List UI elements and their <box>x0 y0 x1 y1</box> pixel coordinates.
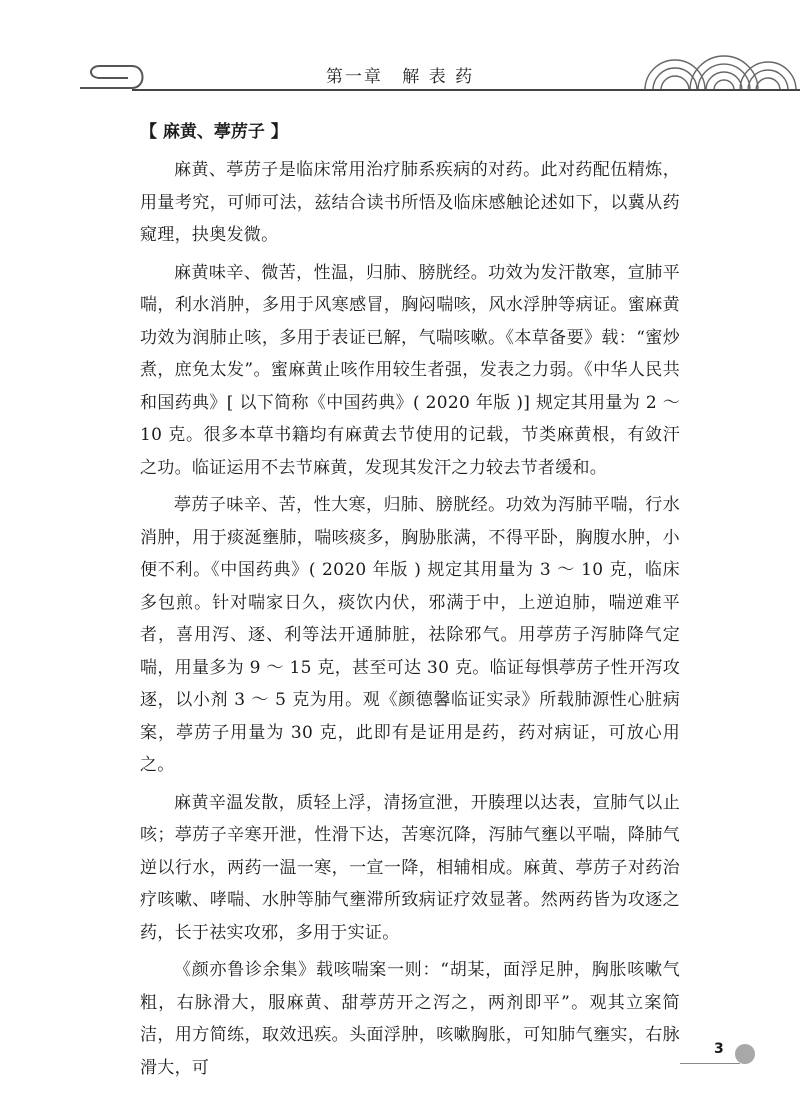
running-head <box>0 62 800 87</box>
page-header <box>0 0 800 110</box>
paragraph: 麻黄辛温发散，质轻上浮，清扬宣泄，开腠理以达表，宣肺气以止咳；葶苈子辛寒开泄，性滑下达，苦寒沉降，泻肺气壅以平喘，降肺气逆以行水，两药一温一寒，一宣一降，相辅相成。麻黄、葶苈子对药治疗咳嗽、哮喘、水肿等肺气壅滞所致病证疗效显著。然两药皆为攻逐之药，长于祛实攻邪，多用于实证。 <box>140 792 680 943</box>
page-body <box>140 118 680 1089</box>
page-number: 3 <box>714 1041 724 1057</box>
paragraph: 《颜亦鲁诊余集》载咳喘案一则：“胡某，面浮足肿，胸胀咳嗽气粗，右脉滑大，服麻黄、甜葶苈开之泻之，两剂即平”。观其立案简洁，用方简练，取效迅疾。头面浮肿，咳嗽胸胀，可知肺气壅实，右脉滑大，可 <box>140 960 680 1078</box>
section-heading: 【 麻黄、葶苈子 】 <box>140 122 288 142</box>
paragraph: 麻黄、葶苈子是临床常用治疗肺系疾病的对药。此对药配伍精炼，用量考究，可师可法，兹结合读书所悟及临床感触论述如下，以冀从药窥理，抉奥发微。 <box>140 160 680 245</box>
footer-rule <box>680 1063 740 1064</box>
chapter-label: 第一章 <box>325 67 383 87</box>
header-rule <box>132 89 800 91</box>
chapter-title: 解 表 药 <box>402 67 475 87</box>
page-marker-dot <box>735 1044 755 1064</box>
paragraph: 葶苈子味辛、苦，性大寒，归肺、膀胱经。功效为泻肺平喘，行水消肿，用于痰涎壅肺，喘咳痰多，胸胁胀满，不得平卧，胸腹水肿，小便不利。《中国药典》( 2020 年版 ) 规定其用量为 3 ～ 10 克，临床多包煎。针对喘家日久，痰饮内伏，邪满于中，上逆迫肺，喘逆难平者，喜用泻、逐、利等法开通肺脏，祛除邪气。用葶苈子泻肺降气定喘，用量多为 9 ～ 15 克，甚至可达 30 克。临证每惧葶苈子性开泻攻逐，以小剂 3 ～ 5 克为用。观《颜德馨临证实录》所载肺源性心脏病案，葶苈子用量为 30 克，此即有是证用是药，药对病证，可放心用之。 <box>140 495 680 775</box>
paragraph: 麻黄味辛、微苦，性温，归肺、膀胱经。功效为发汗散寒，宣肺平喘，利水消肿，多用于风寒感冒，胸闷喘咳，风水浮肿等病证。蜜麻黄功效为润肺止咳，多用于表证已解，气喘咳嗽。《本草备要》载：“蜜炒煮，庶免太发”。蜜麻黄止咳作用较生者强，发表之力弱。《中华人民共和国药典》[ 以下简称《中国药典》( 2020 年版 )] 规定其用量为 2 ～ 10 克。很多本草书籍均有麻黄去节使用的记载，节类麻黄根，有敛汗之功。临证运用不去节麻黄，发现其发汗之力较去节者缓和。 <box>140 262 680 478</box>
